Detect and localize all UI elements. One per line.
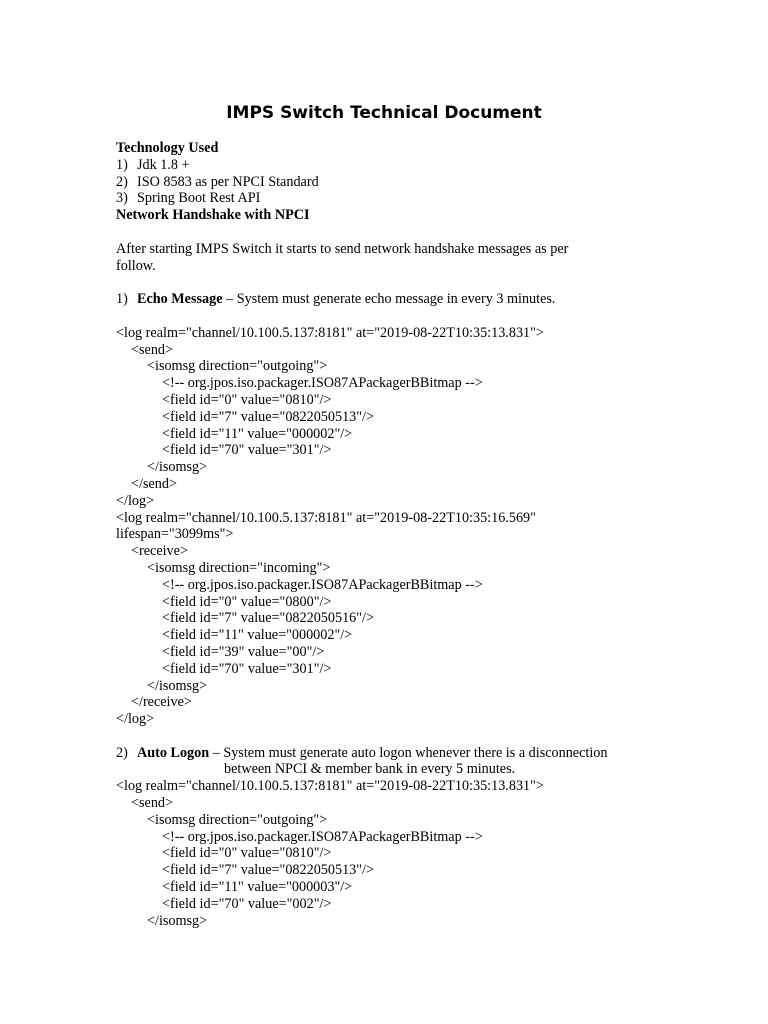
document-title: IMPS Switch Technical Document [226, 103, 542, 123]
log-line: <log realm="channel/10.100.5.137:8181" at="2019-08-22T10:35:16.569" [116, 509, 536, 526]
log-line: <!-- org.jpos.iso.packager.ISO87APackagerBBitmap --> [162, 576, 483, 593]
log-line: </log> [116, 711, 155, 728]
log-line: <field id="11" value="000003"/> [162, 879, 353, 896]
log-line: <field id="7" value="0822050516"/> [162, 610, 374, 627]
auto-logon-label: Auto Logon [137, 744, 210, 761]
log-line: <field id="11" value="000002"/> [162, 627, 353, 644]
log-line: <field id="70" value="301"/> [162, 442, 332, 459]
list-text: Jdk 1.8 + [137, 156, 190, 173]
log-line: </isomsg> [147, 459, 208, 476]
list-number: 3) [116, 190, 128, 207]
list-item [116, 190, 676, 207]
log-line: <field id="7" value="0822050513"/> [162, 862, 374, 879]
log-line: <field id="70" value="002"/> [162, 895, 332, 912]
list-item [116, 157, 676, 174]
log-line: </log> [116, 492, 155, 509]
list-number: 1) [116, 156, 128, 173]
auto-logon-item [116, 745, 676, 762]
log-line: <field id="0" value="0800"/> [162, 593, 332, 610]
log-line: <receive> [131, 543, 188, 560]
list-number: 1) [116, 291, 128, 308]
log-line: <log realm="channel/10.100.5.137:8181" at="2019-08-22T10:35:13.831"> [116, 778, 544, 795]
log-line: lifespan="3099ms"> [116, 526, 234, 543]
document-body [116, 140, 676, 929]
log-line: <log realm="channel/10.100.5.137:8181" at="2019-08-22T10:35:13.831"> [116, 324, 544, 341]
log-line: </receive> [131, 694, 192, 711]
log-line: <field id="7" value="0822050513"/> [162, 408, 374, 425]
spacer [116, 274, 676, 291]
auto-logon-desc-cont: between NPCI & member bank in every 5 minutes. [224, 761, 516, 778]
spacer [116, 308, 676, 325]
echo-message-label: Echo Message [137, 291, 223, 308]
log-line: </send> [131, 475, 177, 492]
spacer [116, 728, 676, 745]
log-line: <field id="11" value="000002"/> [162, 425, 353, 442]
log-line: <isomsg direction="outgoing"> [147, 358, 328, 375]
auto-logon-desc: – System must generate auto logon whenever there is a disconnection [209, 744, 608, 761]
handshake-heading: Network Handshake with NPCI [116, 207, 310, 224]
log-line: <send> [131, 795, 174, 812]
log-line: <field id="0" value="0810"/> [162, 391, 332, 408]
log-line: <!-- org.jpos.iso.packager.ISO87APackagerBBitmap --> [162, 375, 483, 392]
list-number: 2) [116, 173, 128, 190]
list-text: Spring Boot Rest API [137, 190, 261, 207]
log-line: <isomsg direction="incoming"> [147, 559, 331, 576]
log-line: <field id="0" value="0810"/> [162, 845, 332, 862]
log-line: <isomsg direction="outgoing"> [147, 811, 328, 828]
handshake-intro-line: After starting IMPS Switch it starts to send network handshake messages as per [116, 240, 569, 257]
technology-heading: Technology Used [116, 140, 219, 156]
echo-message-item [116, 291, 676, 308]
log-line: </isomsg> [147, 677, 208, 694]
log-line: </isomsg> [147, 912, 208, 929]
handshake-intro-line: follow. [116, 257, 156, 274]
list-text: ISO 8583 as per NPCI Standard [137, 173, 319, 190]
log-line: <field id="70" value="301"/> [162, 660, 332, 677]
log-line: <!-- org.jpos.iso.packager.ISO87APackagerBBitmap --> [162, 828, 483, 845]
log-line: <send> [131, 341, 174, 358]
log-line: <field id="39" value="00"/> [162, 643, 325, 660]
list-item [116, 174, 676, 191]
spacer [116, 224, 676, 241]
echo-message-desc: – System must generate echo message in every 3 minutes. [222, 291, 556, 308]
list-number: 2) [116, 744, 128, 761]
